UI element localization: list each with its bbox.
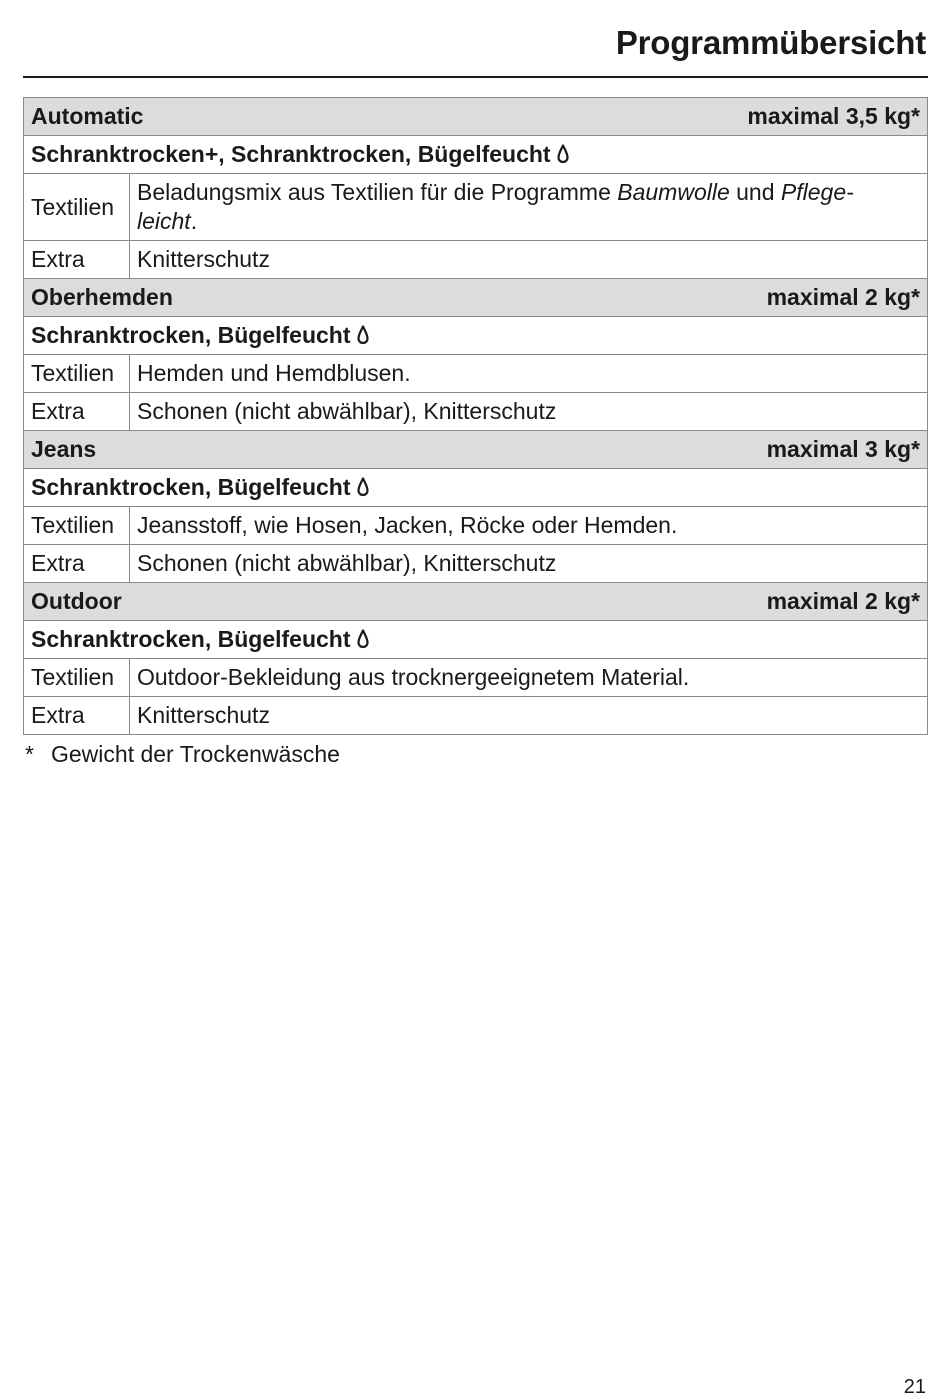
program-modes: Schranktrocken, Bügelfeucht — [31, 626, 351, 652]
water-drop-icon — [357, 477, 369, 497]
extra-value: Schonen (nicht abwählbar), Knitterschutz — [130, 545, 928, 583]
extra-value: Knitterschutz — [130, 697, 928, 735]
program-header-row — [24, 583, 928, 621]
program-modes: Schranktrocken+, Schranktrocken, Bügelfeucht — [31, 141, 551, 167]
textilien-label: Textilien — [24, 507, 130, 545]
extra-label: Extra — [24, 545, 130, 583]
textilien-row — [24, 355, 928, 393]
textilien-row — [24, 659, 928, 697]
program-max-load: maximal 2 kg* — [766, 588, 920, 614]
extra-row — [24, 545, 928, 583]
water-drop-icon — [357, 629, 369, 649]
program-name: Outdoor — [31, 588, 122, 614]
title-divider — [23, 76, 928, 78]
footnote-marker: * — [25, 741, 34, 767]
program-name: Oberhemden — [31, 284, 173, 310]
program-header-row — [24, 431, 928, 469]
textilien-label: Textilien — [24, 355, 130, 393]
extra-label: Extra — [24, 393, 130, 431]
textilien-description: Beladungsmix aus Textilien für die Programme Baumwolle und Pflege- leicht. — [130, 174, 928, 241]
program-modes: Schranktrocken, Bügelfeucht — [31, 474, 351, 500]
program-modes-row — [24, 621, 928, 659]
program-header-row — [24, 98, 928, 136]
footnote — [25, 741, 340, 768]
textilien-row — [24, 174, 928, 241]
program-name: Jeans — [31, 436, 97, 462]
program-modes-row — [24, 136, 928, 174]
extra-value: Knitterschutz — [130, 241, 928, 279]
program-max-load: maximal 2 kg* — [766, 284, 920, 310]
program-header-row — [24, 279, 928, 317]
textilien-description: Jeansstoff, wie Hosen, Jacken, Röcke oder Hemden. — [130, 507, 928, 545]
footnote-text: Gewicht der Trockenwäsche — [51, 741, 340, 767]
program-max-load: maximal 3 kg* — [766, 436, 920, 462]
water-drop-icon — [557, 144, 569, 164]
textilien-description: Outdoor-Bekleidung aus trocknergeeignetem Material. — [130, 659, 928, 697]
water-drop-icon — [357, 325, 369, 345]
program-modes-row — [24, 317, 928, 355]
extra-value: Schonen (nicht abwählbar), Knitterschutz — [130, 393, 928, 431]
extra-row — [24, 241, 928, 279]
program-overview-table — [23, 97, 928, 735]
page-number: 21 — [903, 1376, 926, 1398]
textilien-label: Textilien — [24, 174, 130, 241]
textilien-row — [24, 507, 928, 545]
extra-label: Extra — [24, 241, 130, 279]
extra-row — [24, 393, 928, 431]
textilien-description: Hemden und Hemdblusen. — [130, 355, 928, 393]
program-name: Automatic — [31, 103, 144, 129]
page-title: Programmübersicht — [615, 24, 926, 61]
program-modes-row — [24, 469, 928, 507]
program-modes: Schranktrocken, Bügelfeucht — [31, 322, 351, 348]
textilien-label: Textilien — [24, 659, 130, 697]
extra-row — [24, 697, 928, 735]
program-max-load: maximal 3,5 kg* — [747, 103, 920, 129]
extra-label: Extra — [24, 697, 130, 735]
